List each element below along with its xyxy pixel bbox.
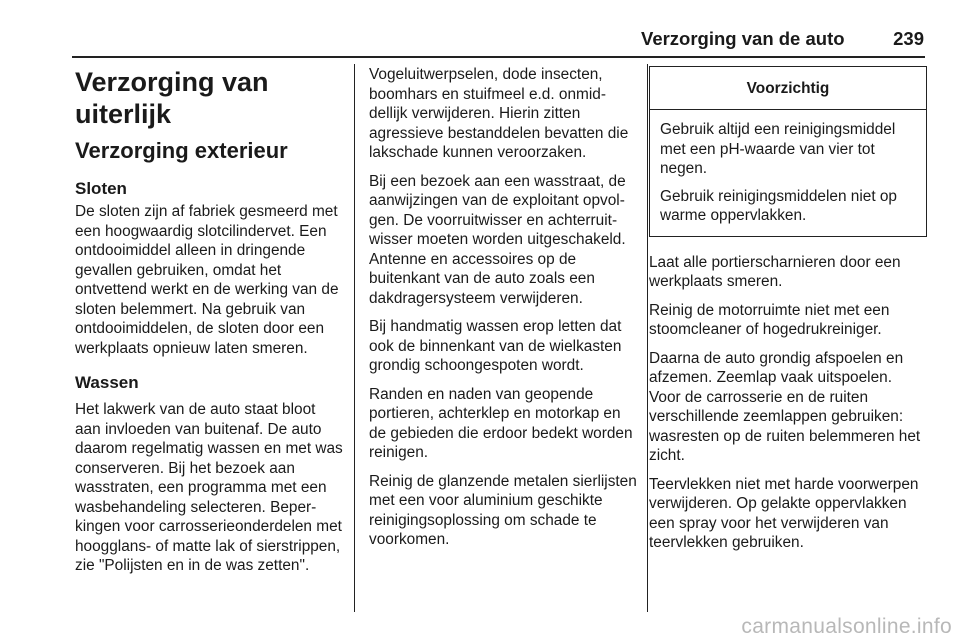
- caution-box: [649, 66, 927, 237]
- header-rule: [72, 56, 925, 58]
- paragraph-wassen: Het lakwerk van de auto staat bloot aan invloeden van buitenaf. De auto daarom regelmatig wassen en met was conserveren. Bij het bezoek aan wasstraten, een programma met een wasbehandeling selecteren. Beperkingen voor carrosserieonderdelen met hoogglans- of matte lak of sierstrippen, zie "Polijsten en in de was zetten".: [75, 401, 343, 574]
- heading-sloten: Sloten: [75, 179, 127, 198]
- paragraph-sloten: De sloten zijn af fabriek gesmeerd met een hoogwaardig slotcilindervet. Een ontdooimiddel alleen in dringende gevallen gebruiken, omdat het ontvettend werkt en de werking van de sloten belemmert. Na gebruik van ontdooimiddelen, de sloten door een werkplaats opnieuw laten smeren.: [75, 203, 339, 357]
- running-header-title: Verzorging van de auto: [641, 28, 845, 49]
- heading-wassen: Wassen: [75, 373, 139, 392]
- caution-paragraph: Gebruik altijd een reinigingsmiddel met een pH-waarde van vier tot negen.: [660, 121, 896, 177]
- paragraph: Bij handmatig wassen erop letten dat ook de binnenkant van de wielkasten grondig schoongespoten wordt.: [369, 318, 622, 374]
- paragraph: Daarna de auto grondig afspoelen en afzemen. Zeemlap vaak uitspoelen. Voor de carrosserie en de ruiten verschillende zeemlappen gebruiken: wasresten op de ruiten belemmeren het zicht.: [649, 349, 921, 464]
- paragraph: Reinig de motorruimte niet met een stoomcleaner of hogedrukreiniger.: [649, 301, 890, 338]
- column-1: [75, 66, 343, 585]
- watermark: carmanualsonline.info: [741, 615, 952, 638]
- paragraph: Randen en naden van geopende portieren, achterklep en motorkap en de gebieden die erdoor bedekt worden reinigen.: [369, 385, 633, 461]
- paragraph: Laat alle portierscharnieren door een werkplaats smeren.: [649, 253, 901, 290]
- column-divider-1: [354, 64, 355, 612]
- running-header: [641, 28, 924, 50]
- paragraph: Vogeluitwerpselen, dode insecten, boomhars en stuifmeel e.d. onmiddellijk verwijderen. Hierin zitten agressieve bestanddelen bevatten die lakschade kunnen veroorzaken.: [369, 66, 629, 161]
- paragraph: Bij een bezoek aan een wasstraat, de aanwijzingen van de exploitant opvolgen. De voorruitwisser en achterruitwisser moeten worden uitgeschakeld. Antenne en accessoires op de buitenkant van de auto zoals een dakdragersysteem verwijderen.: [369, 172, 626, 307]
- column-3: [649, 66, 927, 562]
- caution-title: Voorzichtig: [650, 67, 926, 110]
- column-divider-2: [647, 64, 648, 612]
- caution-paragraph: Gebruik reinigingsmiddelen niet op warme oppervlakken.: [660, 187, 897, 224]
- caution-body: [650, 110, 926, 236]
- paragraph: Reinig de glanzende metalen sierlijsten met een voor aluminium geschikte reinigingsoplossing om schade te voorkomen.: [369, 472, 637, 548]
- section-title: Verzorging van uiterlijk: [75, 67, 269, 129]
- page-number: 239: [893, 28, 924, 49]
- subsection-title: Verzorging exterieur: [75, 138, 288, 163]
- paragraph: Teervlekken niet met harde voorwerpen verwijderen. Op gelakte oppervlakken een spray voor het verwijderen van teervlekken gebruiken.: [649, 475, 919, 551]
- column-2: [369, 65, 637, 559]
